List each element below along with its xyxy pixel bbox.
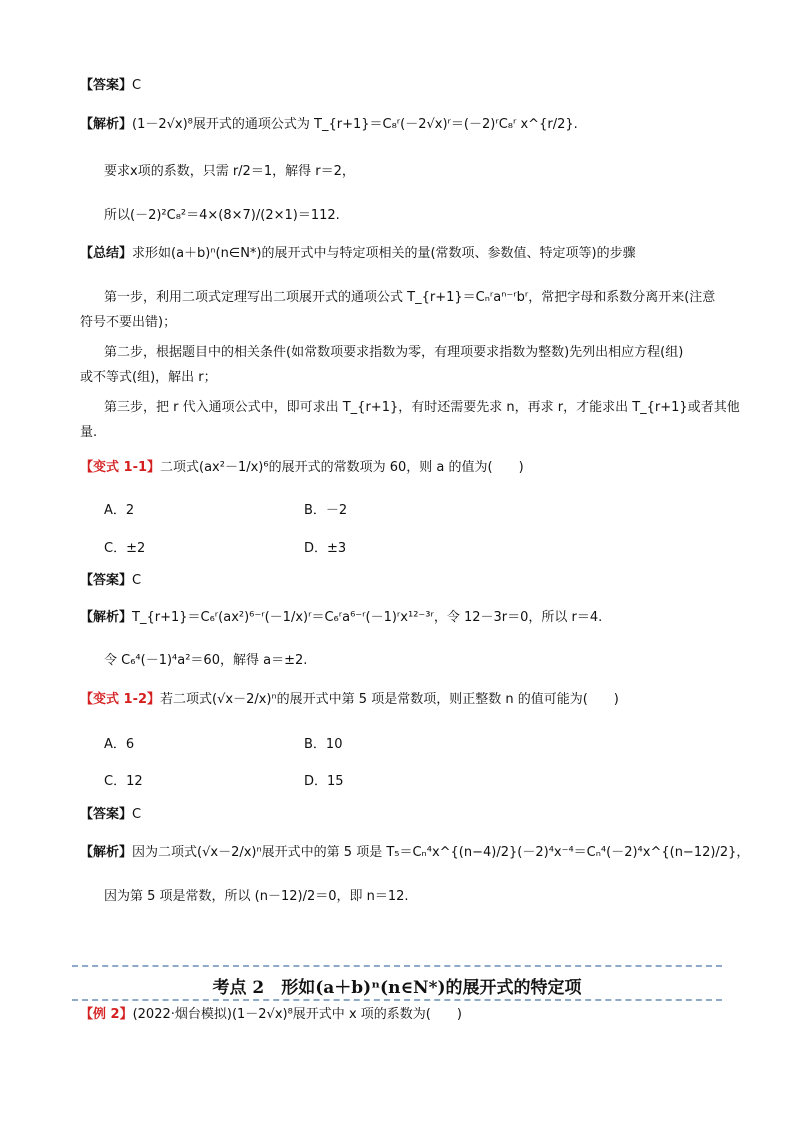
line-text: (1－2√x)⁸展开式的通项公式为 T_{r+1}＝C₈ʳ(－2√x)ʳ＝(－2)ʳC₈ʳ x^{r/2}. — [132, 117, 578, 132]
line-tag: 【解析】 — [80, 845, 133, 860]
line-tag: 【答案】 — [80, 807, 133, 822]
line-text: B．10 — [304, 737, 343, 752]
line-analysis1c — [104, 207, 340, 225]
line-text: 量. — [80, 425, 98, 440]
line-text: A．6 — [104, 737, 135, 752]
line-text: C．±2 — [104, 541, 146, 556]
example-2 — [80, 1006, 462, 1024]
line-optA2 — [104, 736, 134, 754]
line-text: 求形如(a＋b)ⁿ(n∈N*)的展开式中与特定项相关的量(常数项、参数值、特定项等)的步骤 — [132, 246, 636, 261]
line-optB1 — [304, 502, 347, 520]
line-optD2 — [304, 773, 344, 791]
line-analysis3b — [104, 888, 409, 906]
line-text: C — [132, 807, 142, 822]
line-text: 第一步，利用二项式定理写出二项展开式的通项公式 T_{r+1}＝Cₙʳaⁿ⁻ʳbʳ，常把字母和系数分离开来(注意 — [104, 290, 716, 305]
line-step3b — [80, 424, 97, 442]
line-text: 要求x项的系数，只需 r/2＝1，解得 r＝2， — [104, 164, 355, 179]
line-text: 令 C₆⁴(－1)⁴a²＝60，解得 a＝±2. — [104, 653, 308, 668]
line-text: T_{r+1}＝C₆ʳ(ax²)⁶⁻ʳ(－1/x)ʳ＝C₆ʳa⁶⁻ʳ(－1)ʳx¹²⁻³ʳ，令 12－3r＝0，所以 r＝4. — [132, 610, 603, 625]
line-optC1 — [104, 540, 145, 558]
line-tag: 【答案】 — [80, 78, 133, 93]
line-analysis2b — [104, 652, 307, 670]
line-optB2 — [304, 736, 342, 754]
line-text: C — [132, 78, 142, 93]
line-text: 或不等式(组)，解出 r； — [80, 370, 217, 385]
line-optD1 — [304, 540, 346, 558]
example-tag: 【例 2】 — [80, 1007, 133, 1022]
line-tag: 【变式 1-2】 — [80, 692, 161, 707]
line-text: 若二项式(√x－2/x)ⁿ的展开式中第 5 项是常数项，则正整数 n 的值可能为( ) — [160, 692, 619, 707]
line-text: 因为二项式(√x－2/x)ⁿ展开式中的第 5 项是 T₅＝Cₙ⁴x^{(n−4)/2}(－2)⁴x⁻⁴＝Cₙ⁴(－2)⁴x^{(n−12)/2}， — [132, 845, 750, 860]
line-tag: 【解析】 — [80, 117, 133, 132]
line-text: D．±3 — [304, 541, 347, 556]
line-text: D．15 — [304, 774, 344, 789]
line-step2b — [80, 369, 217, 387]
line-analysis3 — [80, 844, 749, 862]
example-text: (2022·烟台模拟)(1－2√x)⁸展开式中 x 项的系数为( ) — [132, 1007, 462, 1022]
line-tag: 【答案】 — [80, 573, 133, 588]
line-text: 符号不要出错)； — [80, 315, 177, 330]
line-var11 — [80, 459, 524, 477]
line-text: C — [132, 573, 142, 588]
line-answer2 — [80, 572, 141, 590]
line-text: 所以(－2)²C₈²＝4×(8×7)/(2×1)＝112. — [104, 208, 340, 223]
line-analysis2 — [80, 609, 602, 627]
line-optA1 — [104, 502, 134, 520]
line-answer1 — [80, 77, 141, 95]
line-text: C．12 — [104, 774, 143, 789]
section-divider-top — [72, 965, 722, 967]
line-text: B．－2 — [304, 503, 348, 518]
line-tag: 【变式 1-1】 — [80, 460, 161, 475]
line-analysis1b — [104, 163, 355, 181]
line-text: 第三步，把 r 代入通项公式中，即可求出 T_{r+1}，有时还需要先求 n，再求 r，才能求出 T_{r+1}或者其他 — [104, 400, 740, 415]
line-step2a — [104, 344, 683, 362]
section-divider-bottom — [72, 999, 722, 1001]
line-tag: 【解析】 — [80, 610, 133, 625]
line-var12 — [80, 691, 619, 709]
section-title: 考点 2 形如(a＋b)ⁿ(n∈N*)的展开式的特定项 — [212, 978, 582, 998]
line-step1b — [80, 314, 176, 332]
line-text: 因为第 5 项是常数，所以 (n－12)/2＝0，即 n＝12. — [104, 889, 409, 904]
line-analysis1 — [80, 116, 578, 134]
line-step1a — [104, 289, 715, 307]
line-text: 二项式(ax²－1/x)⁶的展开式的常数项为 60，则 a 的值为( ) — [160, 460, 524, 475]
line-step3a — [104, 399, 740, 417]
line-summary — [80, 245, 636, 263]
line-answer3 — [80, 806, 141, 824]
line-tag: 【总结】 — [80, 246, 133, 261]
line-text: A．2 — [104, 503, 135, 518]
line-optC2 — [104, 773, 143, 791]
line-text: 第二步，根据题目中的相关条件(如常数项要求指数为零，有理项要求指数为整数)先列出相应方程(组) — [104, 345, 684, 360]
